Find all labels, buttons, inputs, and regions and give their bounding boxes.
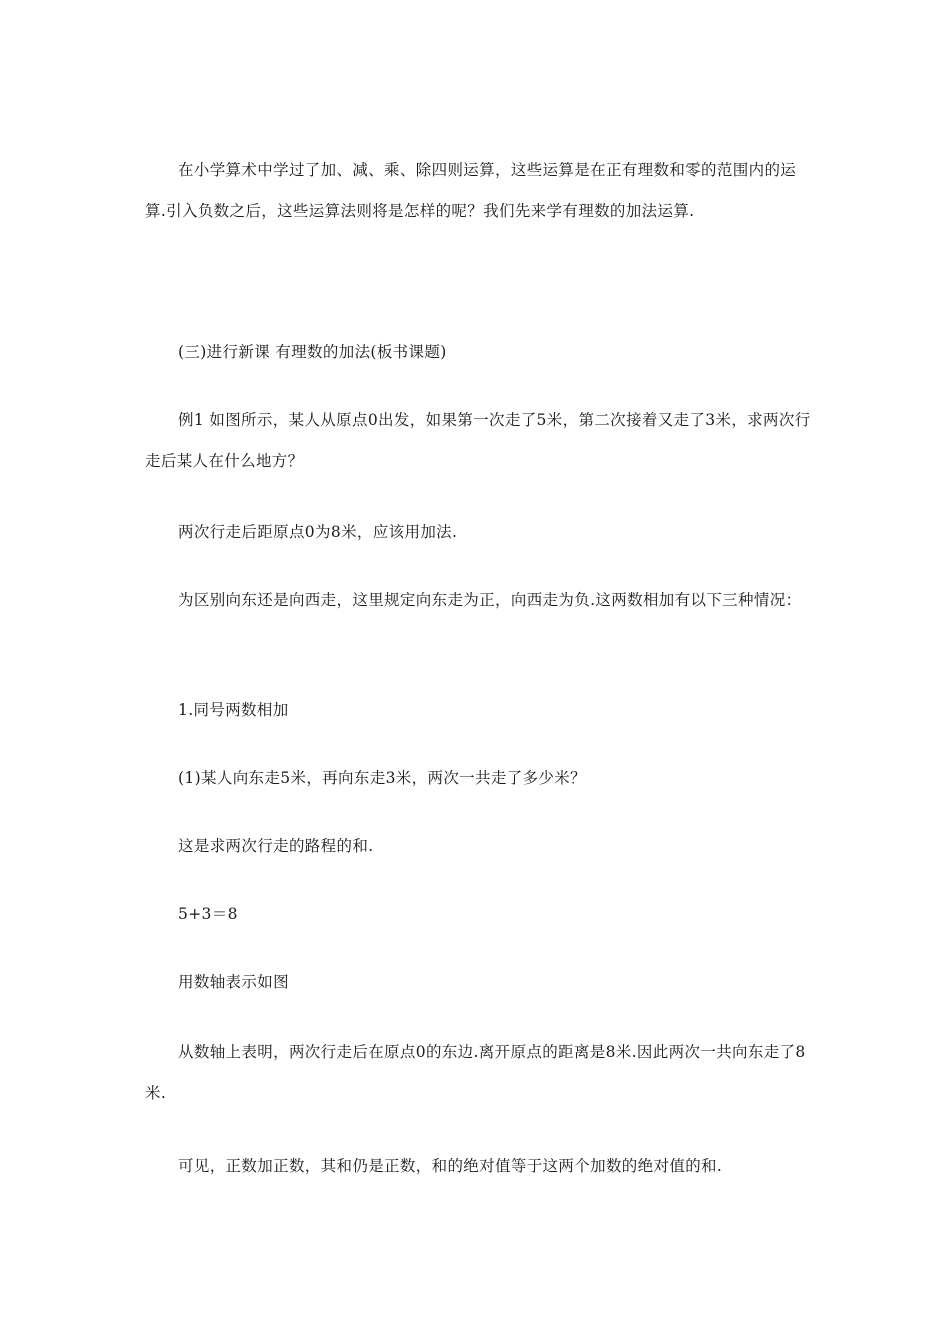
positive-sum-rule: 可见，正数加正数，其和仍是正数，和的绝对值等于这两个加数的绝对值的和. <box>178 1157 723 1175</box>
case-1-equation: 5+3＝8 <box>178 905 238 923</box>
number-line-conclusion: 从数轴上表明，两次行走后在原点0的东边.离开原点的距离是8米.因此两次一共向东走了8米. <box>145 1043 806 1102</box>
case-1-heading: 1.同号两数相加 <box>178 701 289 719</box>
number-line-note: 用数轴表示如图 <box>178 973 289 991</box>
example-1-paragraph: 例1 如图所示，某人从原点0出发，如果第一次走了5米，第二次接着又走了3米，求两次行走后某人在什么地方？ <box>145 411 811 470</box>
example-1-answer: 两次行走后距原点0为8米，应该用加法. <box>178 523 458 541</box>
case-1-explanation: 这是求两次行走的路程的和. <box>178 837 374 855</box>
case-1-question: (1)某人向东走5米，再向东走3米，两次一共走了多少米？ <box>178 769 586 787</box>
intro-paragraph: 在小学算术中学过了加、减、乘、除四则运算，这些运算是在正有理数和零的范围内的运算.引入负数之后，这些运算法则将是怎样的呢？我们先来学有理数的加法运算. <box>145 161 797 220</box>
section-heading: (三)进行新课 有理数的加法(板书课题) <box>178 343 447 361</box>
direction-rule-paragraph: 为区别向东还是向西走，这里规定向东走为正，向西走为负.这两数相加有以下三种情况： <box>178 591 802 609</box>
